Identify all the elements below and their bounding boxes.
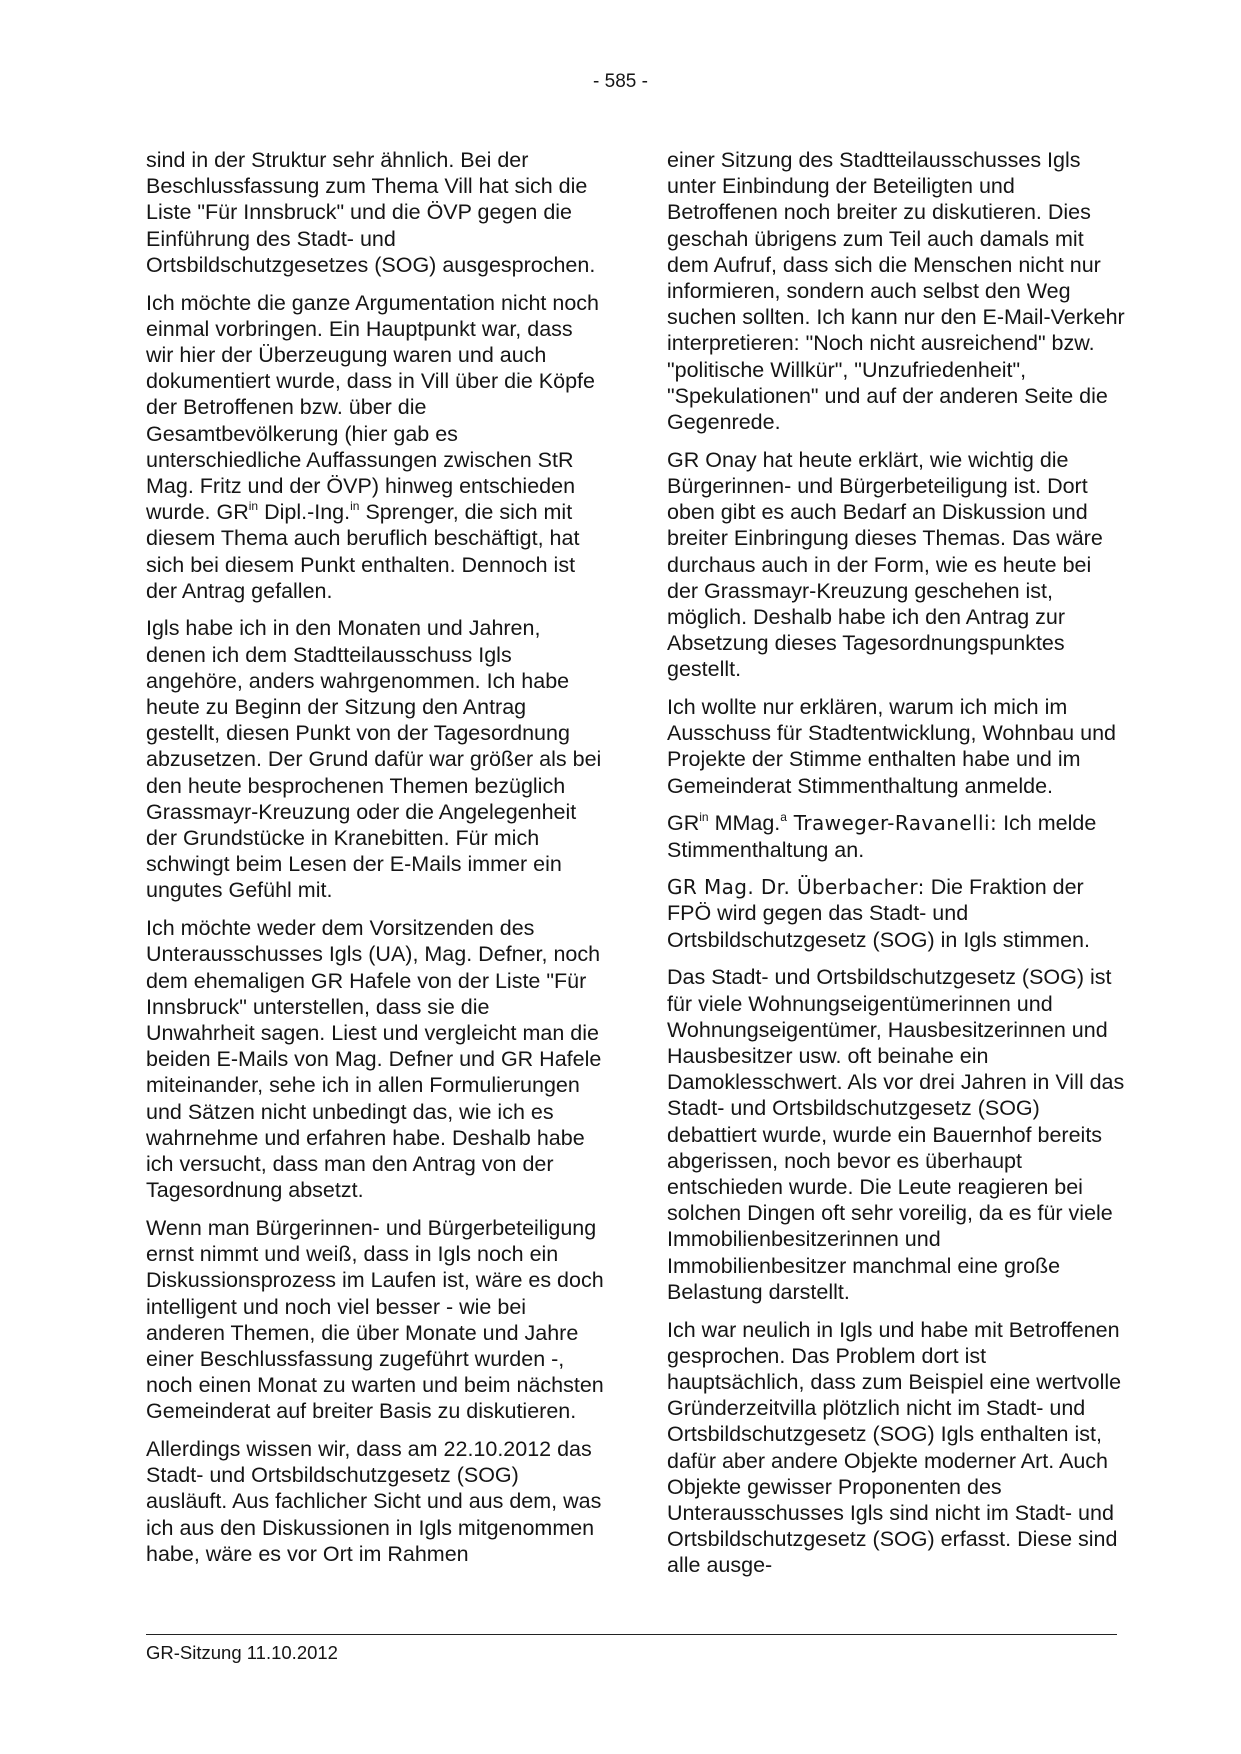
paragraph: GR Onay hat heute erklärt, wie wichtig die Bürgerinnen- und Bürgerbeteiligung ist. Dort oben gibt es auch Bedarf an Diskussion und breiter Einbringung dieses Themas. Das wäre durchaus auch in der Form, wie es heute bei der Grassmayr-Kreuzung geschehen ist, möglich. Deshalb habe ich den Antrag zur Absetzung dieses Tagesordnungspunktes gestellt. <box>667 447 1103 682</box>
speaker-title: MMag. <box>708 811 781 836</box>
left-column <box>146 147 604 1579</box>
text-run: Ich melde Stimmenthaltung an. <box>667 811 1097 862</box>
paragraph <box>146 290 604 604</box>
right-column <box>667 147 1125 1590</box>
footer-session-date: GR-Sitzung 11.10.2012 <box>146 1642 338 1663</box>
text-run: Ich möchte die ganze Argumentation nicht noch einmal vorbringen. Ein Hauptpunkt war, dass wir hier der Überzeugung waren und auch dokumentiert wurde, dass in Vill über die Köpfe der Betroffenen bzw. über die Gesamtbevölkerung (hier gab es unterschiedliche Auffassungen zwischen StR Mag. Fritz und der ÖVP) hinweg entschieden wurde. GR <box>146 290 599 525</box>
paragraph: Allerdings wissen wir, dass am 22.10.2012 das Stadt- und Ortsbildschutzgesetz (SOG) ausläuft. Aus fachlicher Sicht und aus dem, was ich aus den Diskussionen in Igls mitgenommen habe, wäre es vor Ort im Rahmen <box>146 1437 602 1566</box>
paragraph: sind in der Struktur sehr ähnlich. Bei der Beschlussfassung zum Thema Vill hat sich die Liste "Für Innsbruck" und die ÖVP gegen die Einführung des Stadt- und Ortsbildschutzgesetzes (SOG) ausgesprochen. <box>146 148 596 277</box>
superscript: in <box>350 499 360 514</box>
paragraph: Wenn man Bürgerinnen- und Bürgerbeteiligung ernst nimmt und weiß, dass in Igls noch ein Diskussionsprozess im Laufen ist, wäre es doch intelligent und noch viel besser - wie bei anderen Themen, die über Monate und Jahre einer Beschlussfassung zugeführt wurden -, noch einen Monat zu warten und beim nächsten Gemeinderat auf breiter Basis zu diskutieren. <box>146 1215 604 1424</box>
footer-divider <box>146 1634 1117 1635</box>
paragraph: Ich wollte nur erklären, warum ich mich im Ausschuss für Stadtentwicklung, Wohnbau und Projekte der Stimme enthalten habe und im Gemeinderat Stimmenthaltung anmelde. <box>667 695 1116 798</box>
paragraph <box>667 810 1125 862</box>
paragraph <box>667 874 1125 953</box>
superscript: in <box>699 810 709 825</box>
superscript: a <box>780 810 787 825</box>
text-run: Dipl.-Ing. <box>258 500 351 525</box>
paragraph: Igls habe ich in den Monaten und Jahren, denen ich dem Stadtteilausschuss Igls angehöre, anders wahrgenommen. Ich habe heute zu Beginn der Sitzung den Antrag gestellt, diesen Punkt von der Tagesordnung abzusetzen. Der Grund dafür war größer als bei den heute besprochenen Themen bezüglich Grassmayr-Kreuzung oder die Angelegenheit der Grundstücke in Kranebitten. Für mich schwingt beim Lesen der E-Mails immer ein ungutes Gefühl mit. <box>146 616 602 903</box>
speaker-title: GR <box>667 811 700 836</box>
speaker-name: Traweger-Ravanelli: <box>786 811 998 836</box>
paragraph: einer Sitzung des Stadtteilausschusses Igls unter Einbindung der Beteiligten und Betroffenen noch breiter zu diskutieren. Dies geschah übrigens zum Teil auch damals mit dem Aufruf, dass sich die Menschen nicht nur informieren, sondern auch selbst den Weg suchen sollten. Ich kann nur den E-Mail-Verkehr interpretieren: "Noch nicht ausreichend" bzw. "politische Willkür", "Unzufriedenheit", "Spekulationen" und auf der anderen Seite die Gegenrede. <box>667 148 1125 435</box>
paragraph: Ich war neulich in Igls und habe mit Betroffenen gesprochen. Das Problem dort ist hauptsächlich, dass zum Beispiel eine wertvolle Gründerzeitvilla plötzlich nicht im Stadt- und Ortsbildschutzgesetz (SOG) Igls enthalten ist, dafür aber andere Objekte moderner Art. Auch Objekte gewisser Proponenten des Unterausschusses Igls sind nicht im Stadt- und Ortsbildschutzgesetz (SOG) erfasst. Diese sind alle ausge- <box>667 1317 1122 1578</box>
speaker-name: GR Mag. Dr. Überbacher: <box>667 875 925 900</box>
paragraph: Ich möchte weder dem Vorsitzenden des Unterausschusses Igls (UA), Mag. Defner, noch dem ehemaligen GR Hafele von der Liste "Für Innsbruck" unterstellen, dass sie die Unwahrheit sagen. Liest und vergleicht man die beiden E-Mails von Mag. Defner und GR Hafele miteinander, sehe ich in allen Formulierungen und Sätzen nicht unbedingt das, wie ich es wahrnehme und erfahren habe. Deshalb habe ich versucht, dass man den Antrag von der Tagesordnung absetzt. <box>146 916 602 1203</box>
superscript: in <box>248 499 259 514</box>
text-run: Sprenger, die sich mit diesem Thema auch beruflich beschäftigt, hat sich bei diesem Punkt enthalten. Dennoch ist der Antrag gefallen. <box>146 500 580 603</box>
paragraph: Das Stadt- und Ortsbildschutzgesetz (SOG) ist für viele Wohnungseigentümerinnen und Wohnungseigentümer, Hausbesitzerinnen und Hausbesitzer usw. oft beinahe ein Damoklesschwert. Als vor drei Jahren in Vill das Stadt- und Ortsbildschutzgesetz (SOG) debattiert wurde, wurde ein Bauernhof bereits abgerissen, noch bevor es überhaupt entschieden wurde. Die Leute reagieren bei solchen Dingen oft sehr voreilig, da es für viele Immobilienbesitzerinnen und Immobilienbesitzer manchmal eine große Belastung darstellt. <box>667 965 1125 1304</box>
text-run: Die Fraktion der FPÖ wird gegen das Stadt- und Ortsbildschutzgesetz (SOG) in Igls stimmen. <box>667 875 1090 952</box>
page-number: - 585 - <box>593 71 648 92</box>
